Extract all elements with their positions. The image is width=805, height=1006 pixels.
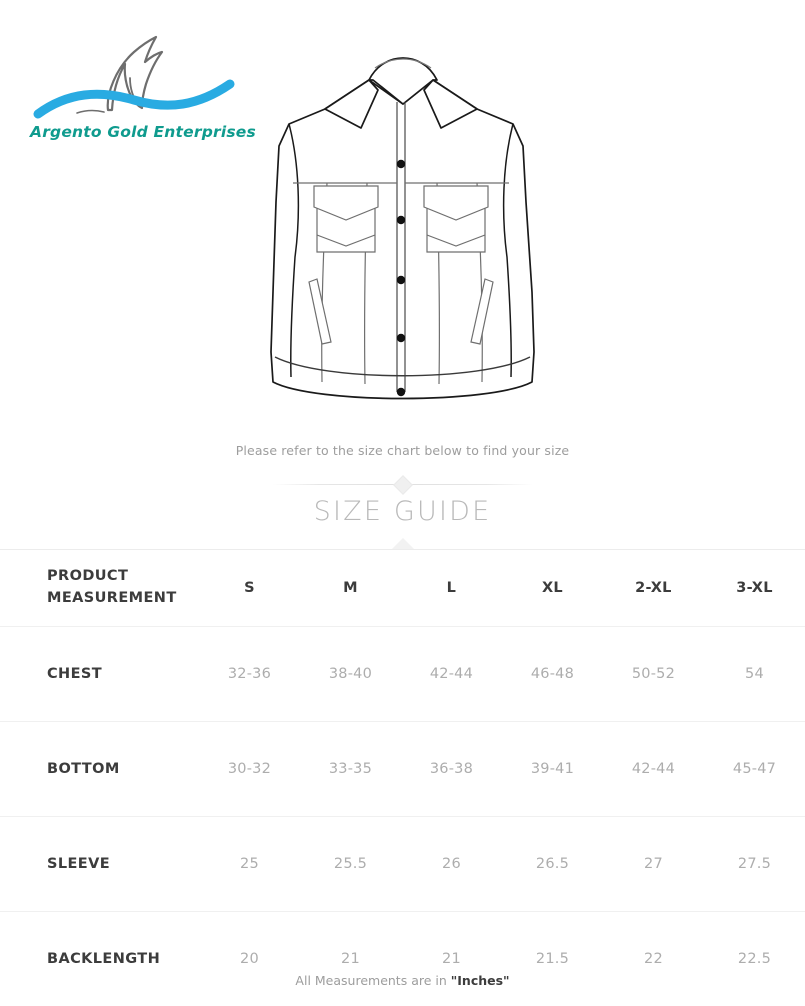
header-line-2: MEASUREMENT <box>47 589 177 606</box>
measurement-value: 42-44 <box>401 626 502 721</box>
measurement-label-bottom: BOTTOM <box>0 721 199 816</box>
measurement-value: 50-52 <box>603 626 704 721</box>
measurement-label-sleeve: SLEEVE <box>0 816 199 911</box>
table-row <box>0 721 805 816</box>
measurement-value: 30-32 <box>199 721 300 816</box>
table-row <box>0 911 805 1006</box>
measurement-value: 20 <box>240 950 259 967</box>
measurement-value: 26 <box>401 816 502 911</box>
table-caret-icon <box>392 538 414 549</box>
measurement-value: 21 <box>442 950 461 967</box>
unit-note-value: "Inches" <box>450 973 510 988</box>
size-column-header-m: M <box>300 550 401 627</box>
measurement-value: 54 <box>704 626 805 721</box>
measurement-unit-note <box>0 973 805 988</box>
measurement-value: 26.5 <box>502 816 603 911</box>
measurement-value: 27 <box>603 816 704 911</box>
measurement-value: 46-48 <box>502 626 603 721</box>
measurement-value: 38-40 <box>300 626 401 721</box>
header-line-1: PRODUCT <box>47 568 129 584</box>
measurement-value: 22.5 <box>737 950 772 967</box>
measurement-value: 45-47 <box>704 721 805 816</box>
size-column-header-2xl: 2-XL <box>603 550 704 627</box>
size-column-header-s: S <box>199 550 300 627</box>
table-row <box>0 626 805 721</box>
table-row <box>0 816 805 911</box>
measurement-value: 33-35 <box>300 721 401 816</box>
diamond-divider <box>0 470 805 498</box>
table-header-row <box>0 550 805 627</box>
measurement-value: 39-41 <box>502 721 603 816</box>
measurement-value: 21 <box>341 950 360 967</box>
measurement-value: 36-38 <box>401 721 502 816</box>
measurement-value: 27.5 <box>704 816 805 911</box>
table-header <box>0 550 805 627</box>
page-title: SIZE GUIDE <box>313 496 492 527</box>
size-column-header-l: L <box>401 550 502 627</box>
measurement-value: 25.5 <box>300 816 401 911</box>
product-measurement-header <box>0 550 199 627</box>
size-chart-section <box>0 549 805 1006</box>
measurement-value: 25 <box>199 816 300 911</box>
measurement-value: 32-36 <box>199 626 300 721</box>
measurement-value: 22 <box>644 950 663 967</box>
product-illustration <box>0 52 805 437</box>
unit-note-prefix: All Measurements are in <box>295 973 451 988</box>
brand-name: Argento Gold Enterprises <box>30 123 256 141</box>
size-column-header-xl: XL <box>502 550 603 627</box>
measurement-label-backlength: BACKLENGTH <box>47 950 161 967</box>
table-body <box>0 626 805 1006</box>
sleeveless-denim-vest-illustration-icon <box>265 52 540 437</box>
size-chart-table <box>0 549 805 1006</box>
measurement-value: 21.5 <box>535 950 569 967</box>
diamond-icon <box>393 475 413 495</box>
measurement-value: 42-44 <box>603 721 704 816</box>
measurement-label-chest: CHEST <box>0 626 199 721</box>
size-column-header-3xl: 3-XL <box>704 550 805 627</box>
size-chart-intro-note: Please refer to the size chart below to find your size <box>235 443 570 458</box>
